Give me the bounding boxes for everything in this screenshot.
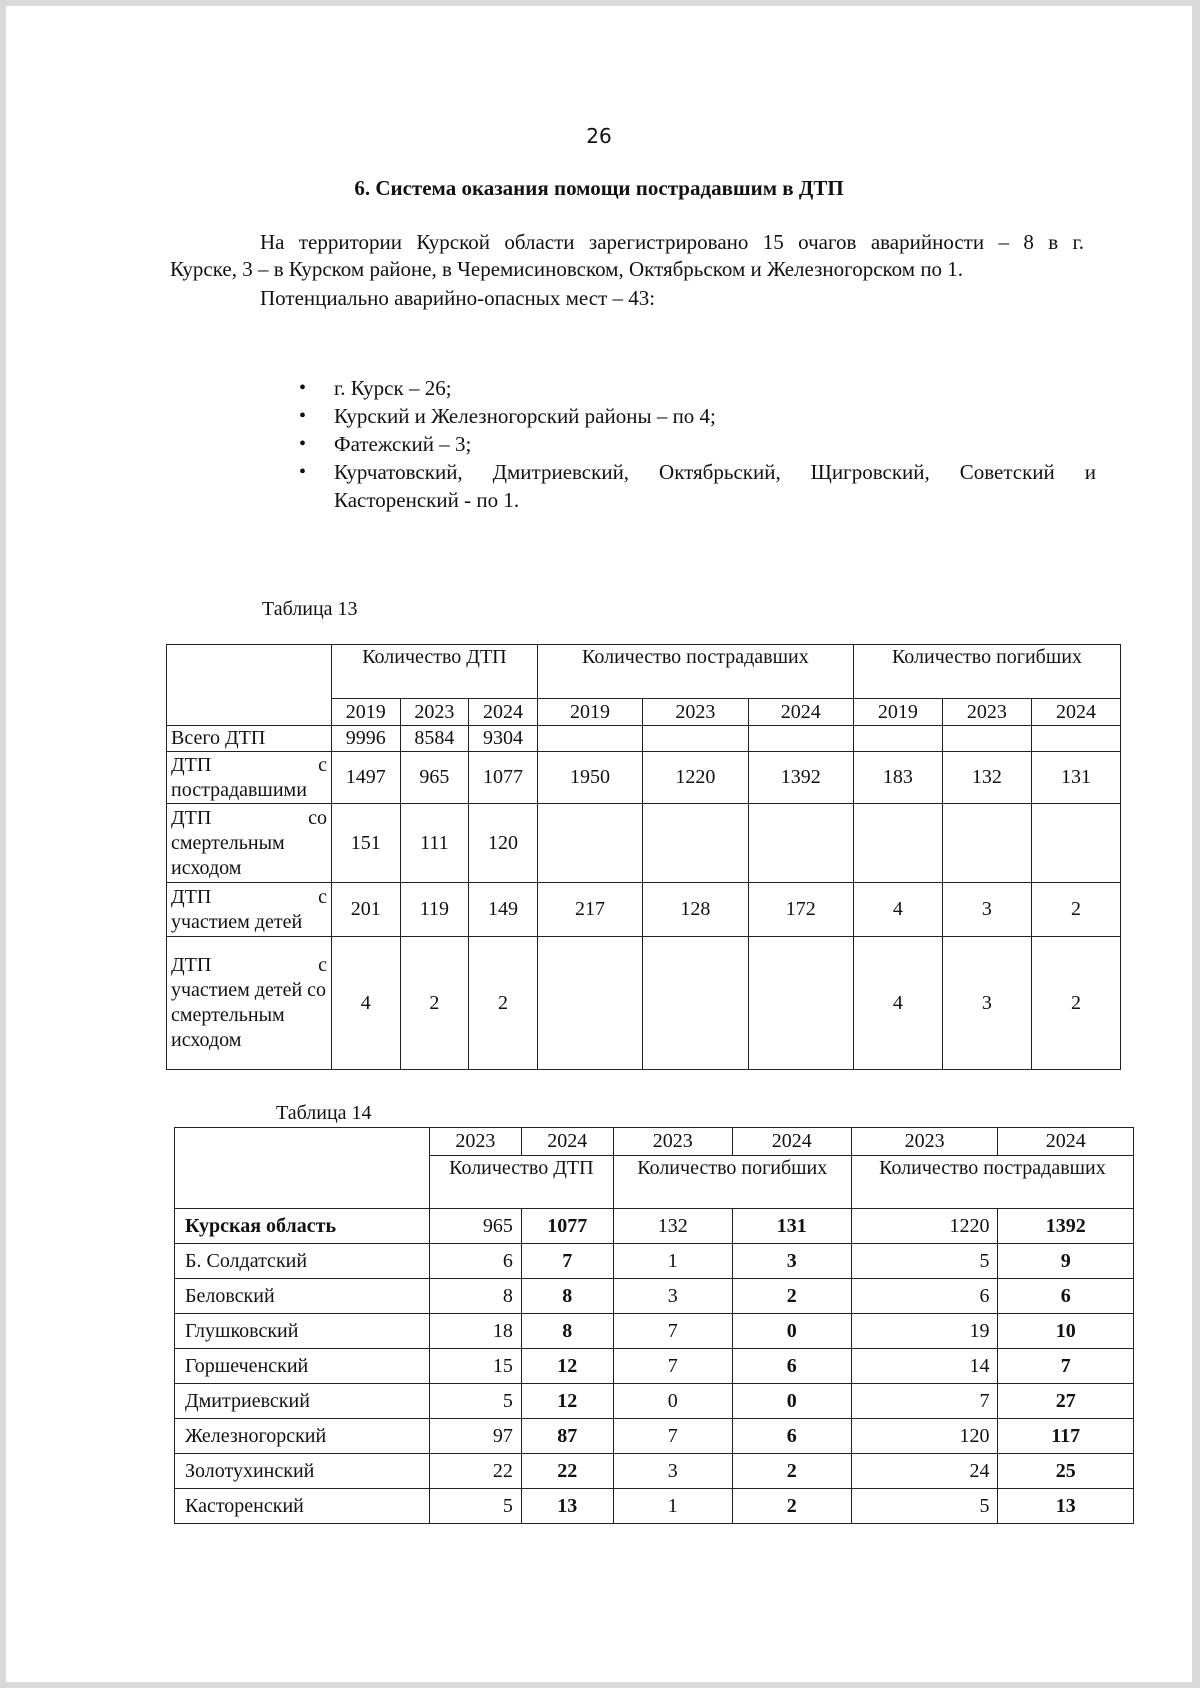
- table-cell: 2: [1031, 937, 1120, 1070]
- table-13: [166, 644, 1121, 1070]
- row-label: ДТП с пострадавшими: [167, 752, 332, 804]
- table-header-empty: [175, 1128, 430, 1209]
- bullet-list: [260, 374, 1096, 514]
- table-cell: 9996: [332, 726, 401, 752]
- table-cell: 217: [537, 883, 642, 937]
- table-cell: 13: [521, 1489, 613, 1524]
- row-label: ДТП с участием детей со смертельным исходом: [167, 937, 332, 1070]
- table-cell: 965: [430, 1209, 522, 1244]
- table-cell: 14: [851, 1349, 998, 1384]
- section-heading: 6. Система оказания помощи пострадавшим в ДТП: [354, 176, 844, 200]
- table-cell: 3: [613, 1279, 732, 1314]
- table-cell: 27: [998, 1384, 1134, 1419]
- table-year-header: 2023: [430, 1128, 522, 1156]
- table-13-caption: Таблица 13: [262, 598, 358, 620]
- table-cell: 5: [430, 1489, 522, 1524]
- table-year-header: 2019: [332, 699, 401, 726]
- table-cell: [748, 726, 853, 752]
- table-cell: 6: [732, 1349, 851, 1384]
- list-item: • г. Курск – 26;: [260, 374, 1096, 402]
- row-label: Горшеченский: [175, 1349, 430, 1384]
- table-cell: 1497: [332, 752, 401, 804]
- table-cell: 1392: [748, 752, 853, 804]
- table-cell: 0: [732, 1384, 851, 1419]
- table-cell: [748, 804, 853, 883]
- table-group-header: Количество погибших: [613, 1156, 851, 1209]
- table-cell: 6: [851, 1279, 998, 1314]
- table-cell: 13: [998, 1489, 1134, 1524]
- table-cell: 24: [851, 1454, 998, 1489]
- table-cell: 8: [521, 1314, 613, 1349]
- table-cell: 9304: [469, 726, 538, 752]
- table-cell: [643, 804, 748, 883]
- table-row: [167, 726, 1121, 752]
- table-row: [175, 1454, 1134, 1489]
- table-cell: 1950: [537, 752, 642, 804]
- table-cell: [537, 804, 642, 883]
- table-cell: 97: [430, 1419, 522, 1454]
- row-label: ДТП с участием детей: [167, 883, 332, 937]
- table-cell: 1077: [521, 1209, 613, 1244]
- table-cell: 2: [400, 937, 469, 1070]
- table-cell: 8584: [400, 726, 469, 752]
- table-cell: 12: [521, 1349, 613, 1384]
- table-cell: 131: [732, 1209, 851, 1244]
- table-cell: 132: [613, 1209, 732, 1244]
- table-year-header: 2023: [942, 699, 1031, 726]
- table-cell: 2: [1031, 883, 1120, 937]
- table-cell: [643, 726, 748, 752]
- table-cell: 151: [332, 804, 401, 883]
- table-cell: 2: [732, 1489, 851, 1524]
- row-label: Железногорский: [175, 1419, 430, 1454]
- paragraph-dangerous-places: Потенциально аварийно-опасных мест – 43:: [260, 286, 656, 310]
- row-label: Всего ДТП: [167, 726, 332, 752]
- table-group-header: Количество пострадавших: [851, 1156, 1133, 1209]
- table-cell: 22: [430, 1454, 522, 1489]
- list-item: • Фатежский – 3;: [260, 430, 1096, 458]
- page-number: 26: [586, 124, 612, 148]
- table-row: [175, 1349, 1134, 1384]
- table-cell: 22: [521, 1454, 613, 1489]
- table-cell: 1077: [469, 752, 538, 804]
- table-group-header: Количество ДТП: [332, 645, 538, 699]
- list-item: • Курский и Железногорский районы – по 4;: [260, 402, 1096, 430]
- table-year-header: 2024: [521, 1128, 613, 1156]
- table-cell: 4: [853, 883, 942, 937]
- table-year-header: 2024: [1031, 699, 1120, 726]
- table-group-header: Количество пострадавших: [537, 645, 853, 699]
- table-cell: 3: [613, 1454, 732, 1489]
- table-cell: [853, 804, 942, 883]
- table-cell: 1220: [851, 1209, 998, 1244]
- row-label: Б. Солдатский: [175, 1244, 430, 1279]
- table-cell: 15: [430, 1349, 522, 1384]
- table-cell: 111: [400, 804, 469, 883]
- table-cell: 201: [332, 883, 401, 937]
- table-cell: 7: [851, 1384, 998, 1419]
- table-cell: 131: [1031, 752, 1120, 804]
- row-label: Дмитриевский: [175, 1384, 430, 1419]
- table-row: [175, 1209, 1134, 1244]
- table-cell: 132: [942, 752, 1031, 804]
- table-row: [167, 804, 1121, 883]
- table-year-header: 2023: [613, 1128, 732, 1156]
- paragraph-hotspots: [170, 229, 1084, 283]
- table-cell: 2: [732, 1279, 851, 1314]
- table-14-caption: Таблица 14: [276, 1102, 372, 1124]
- table-group-header: Количество ДТП: [430, 1156, 614, 1209]
- table-cell: 25: [998, 1454, 1134, 1489]
- row-label: Глушковский: [175, 1314, 430, 1349]
- paragraph-line-1: На территории Курской области зарегистрировано 15 очагов аварийности – 8 в г.: [260, 230, 1084, 254]
- table-cell: [537, 937, 642, 1070]
- table-14: [174, 1127, 1134, 1524]
- table-cell: 8: [521, 1279, 613, 1314]
- table-cell: 7: [613, 1419, 732, 1454]
- table-cell: [748, 937, 853, 1070]
- table-cell: 6: [430, 1244, 522, 1279]
- table-header-empty: [167, 645, 332, 726]
- table-year-header: 2024: [732, 1128, 851, 1156]
- table-cell: 3: [942, 937, 1031, 1070]
- list-item: • Курчатовский, Дмитриевский, Октябрьский, Щигровский, Советский и Касторенский - по 1.: [260, 458, 1096, 514]
- table-year-header: 2023: [851, 1128, 998, 1156]
- table-cell: 117: [998, 1419, 1134, 1454]
- table-cell: 965: [400, 752, 469, 804]
- table-cell: 183: [853, 752, 942, 804]
- table-year-header: 2024: [998, 1128, 1134, 1156]
- table-cell: 19: [851, 1314, 998, 1349]
- table-group-header: Количество погибших: [853, 645, 1120, 699]
- table-row: [175, 1384, 1134, 1419]
- table-cell: 1392: [998, 1209, 1134, 1244]
- table-cell: 7: [998, 1349, 1134, 1384]
- table-cell: 120: [851, 1419, 998, 1454]
- document-page: [6, 6, 1192, 1682]
- table-year-header: 2023: [400, 699, 469, 726]
- table-year-header: 2024: [748, 699, 853, 726]
- table-cell: 119: [400, 883, 469, 937]
- table-cell: 87: [521, 1419, 613, 1454]
- table-cell: 2: [732, 1454, 851, 1489]
- table-cell: 149: [469, 883, 538, 937]
- row-label: Курская область: [175, 1209, 430, 1244]
- table-cell: 128: [643, 883, 748, 937]
- table-cell: 18: [430, 1314, 522, 1349]
- table-cell: 3: [942, 883, 1031, 937]
- table-year-header: 2023: [643, 699, 748, 726]
- table-cell: [537, 726, 642, 752]
- row-label: Касторенский: [175, 1489, 430, 1524]
- table-cell: 7: [613, 1349, 732, 1384]
- table-cell: 8: [430, 1279, 522, 1314]
- table-cell: 0: [613, 1384, 732, 1419]
- table-cell: 2: [469, 937, 538, 1070]
- table-cell: [643, 937, 748, 1070]
- table-cell: 0: [732, 1314, 851, 1349]
- table-row: [175, 1419, 1134, 1454]
- table-cell: 10: [998, 1314, 1134, 1349]
- table-cell: 120: [469, 804, 538, 883]
- table-cell: 5: [430, 1384, 522, 1419]
- table-year-header: 2019: [537, 699, 642, 726]
- table-cell: 9: [998, 1244, 1134, 1279]
- table-cell: 1: [613, 1489, 732, 1524]
- table-cell: [853, 726, 942, 752]
- table-cell: [1031, 804, 1120, 883]
- table-row: [175, 1244, 1134, 1279]
- table-row: [167, 883, 1121, 937]
- table-cell: 4: [853, 937, 942, 1070]
- table-row: [175, 1314, 1134, 1349]
- table-cell: [942, 804, 1031, 883]
- table-cell: [942, 726, 1031, 752]
- table-cell: 5: [851, 1489, 998, 1524]
- table-cell: 12: [521, 1384, 613, 1419]
- paragraph-line-2: Курске, 3 – в Курском районе, в Черемисиновском, Октябрьском и Железногорском по 1.: [170, 257, 964, 281]
- table-cell: 172: [748, 883, 853, 937]
- table-cell: 6: [732, 1419, 851, 1454]
- table-row: [175, 1279, 1134, 1314]
- table-cell: 1: [613, 1244, 732, 1279]
- row-label: ДТП со смертельным исходом: [167, 804, 332, 883]
- table-row: [167, 752, 1121, 804]
- table-row: [175, 1489, 1134, 1524]
- table-cell: 4: [332, 937, 401, 1070]
- table-row: [167, 937, 1121, 1070]
- table-year-header: 2019: [853, 699, 942, 726]
- table-year-header: 2024: [469, 699, 538, 726]
- table-cell: 7: [521, 1244, 613, 1279]
- table-cell: 6: [998, 1279, 1134, 1314]
- table-cell: [1031, 726, 1120, 752]
- row-label: Беловский: [175, 1279, 430, 1314]
- table-cell: 5: [851, 1244, 998, 1279]
- table-cell: 3: [732, 1244, 851, 1279]
- table-cell: 1220: [643, 752, 748, 804]
- row-label: Золотухинский: [175, 1454, 430, 1489]
- table-cell: 7: [613, 1314, 732, 1349]
